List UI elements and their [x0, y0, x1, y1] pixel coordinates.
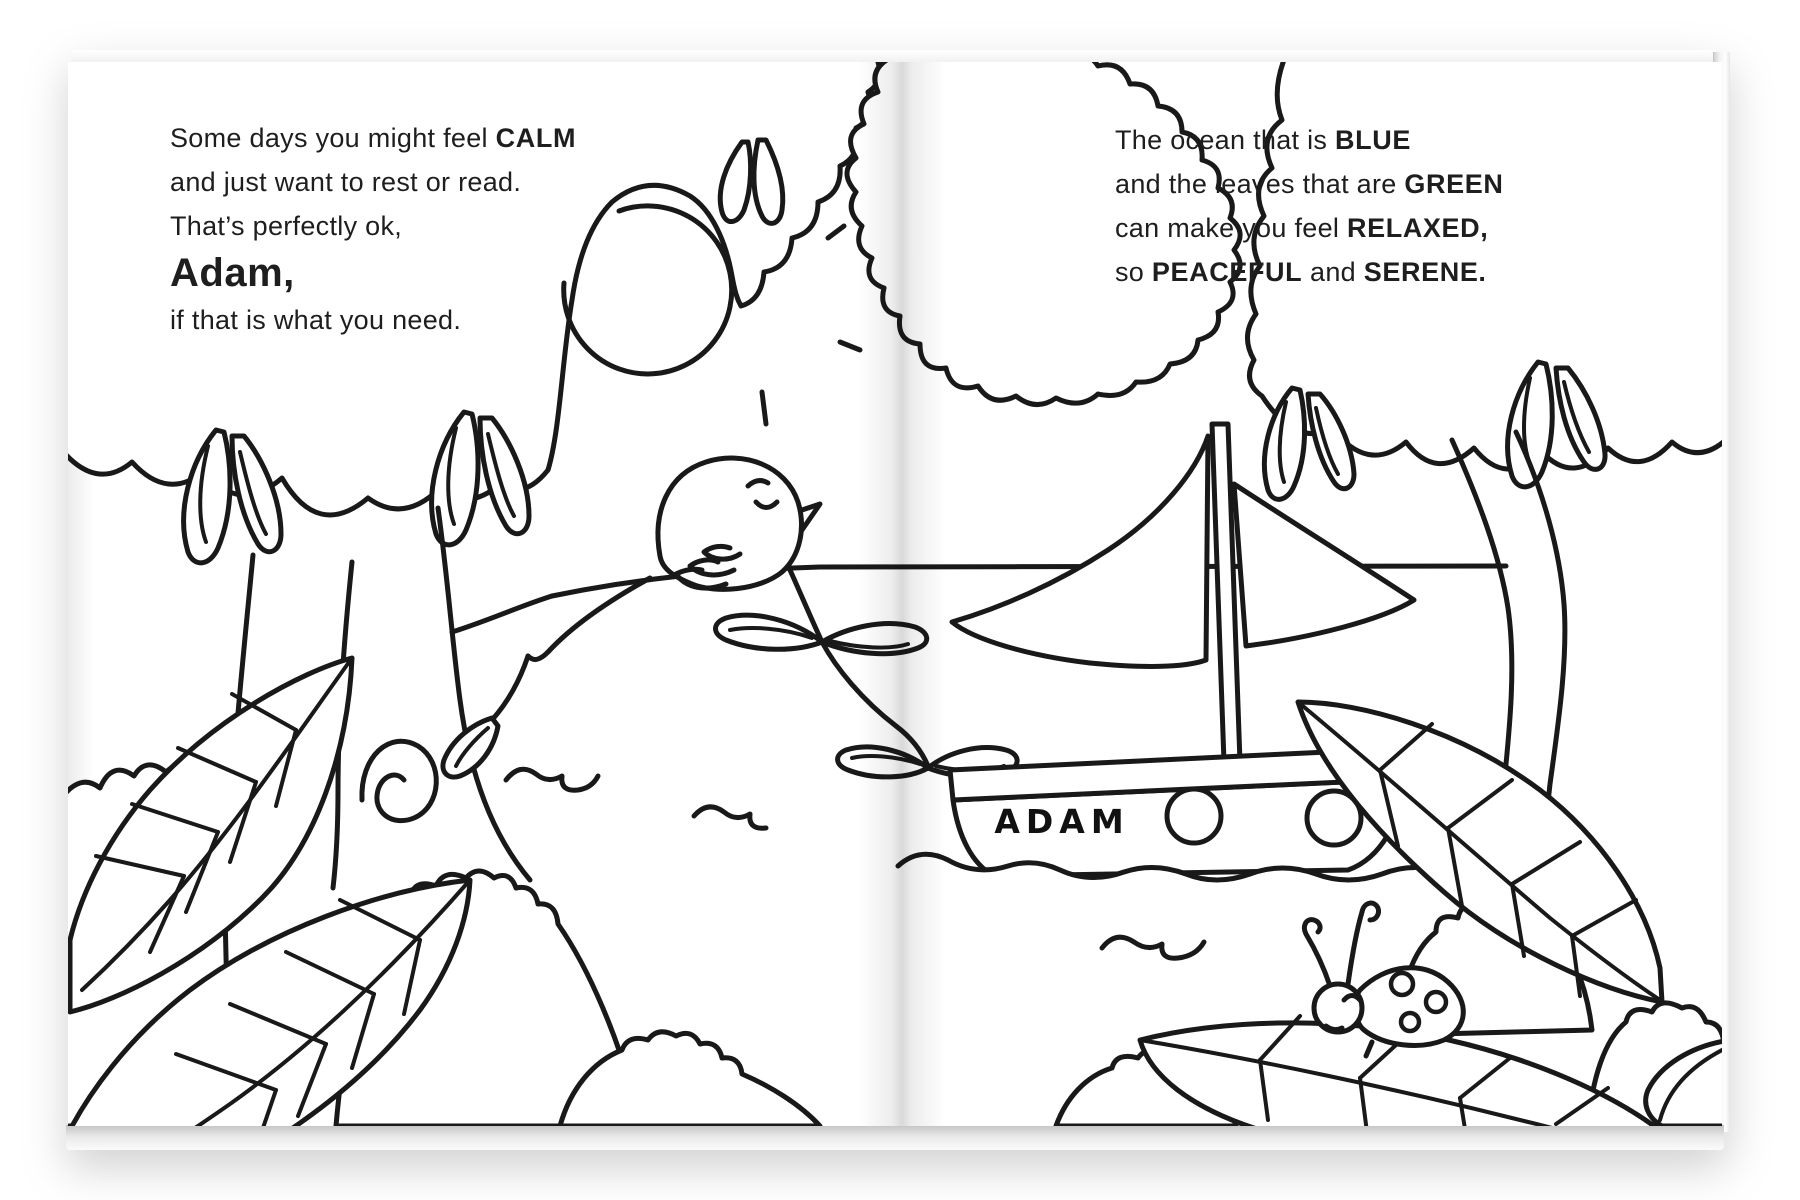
boat-name-label: ADAM — [994, 802, 1130, 841]
text-segment-bold: PEACEFUL — [1151, 257, 1303, 287]
text-line — [1115, 206, 1503, 250]
text-segment-bold: SERENE. — [1363, 257, 1487, 287]
right-page-text — [1115, 118, 1503, 294]
left-page-text — [170, 116, 576, 342]
text-segment: and — [1302, 257, 1364, 287]
open-book — [62, 44, 1734, 1150]
text-line: and just want to rest or read. — [170, 167, 522, 197]
text-segment-bold: RELAXED, — [1347, 213, 1489, 243]
text-segment: so — [1115, 257, 1152, 287]
text-segment: can make you feel — [1115, 213, 1348, 243]
text-line — [1115, 250, 1503, 294]
sun-icon — [564, 206, 860, 424]
text-segment: The ocean that is — [1115, 125, 1336, 155]
sailboat — [950, 424, 1414, 876]
text-line — [1115, 162, 1503, 206]
mast — [1212, 424, 1240, 762]
text-segment: and the leaves that are — [1115, 169, 1405, 199]
left-sail — [952, 436, 1208, 666]
child-name: Adam, — [170, 251, 295, 295]
twig-leaves — [443, 570, 1017, 777]
porthole — [1167, 789, 1221, 843]
text-segment-bold: CALM — [495, 123, 577, 153]
book-spread — [68, 62, 1722, 1126]
text-line: That’s perfectly ok, — [170, 211, 403, 241]
text-segment-bold: GREEN — [1404, 169, 1504, 199]
text-line: if that is what you need. — [170, 305, 462, 335]
text-line — [170, 116, 576, 160]
ladybug-head — [1314, 984, 1362, 1032]
text-segment: Some days you might feel — [170, 123, 496, 153]
trunk-spiral-knot — [362, 741, 436, 820]
text-segment-bold: BLUE — [1335, 125, 1411, 155]
text-line — [1115, 118, 1503, 162]
page-stack-bottom-edge — [66, 1125, 1724, 1150]
water-squiggles-left — [506, 769, 766, 828]
